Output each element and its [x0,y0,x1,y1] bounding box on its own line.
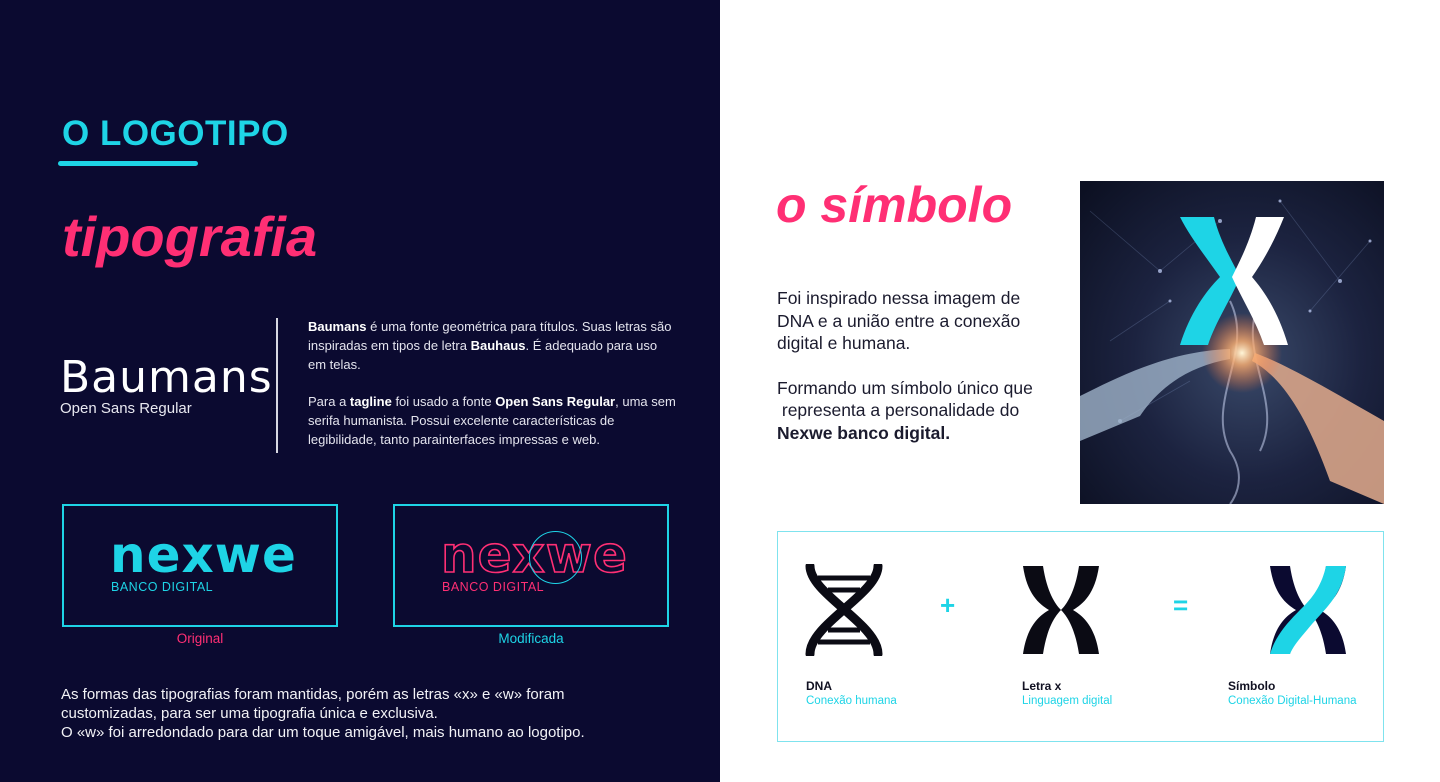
desc-bold: tagline [349,394,392,409]
note-line: O «w» foi arredondado para dar um toque amigável, mais humano ao logotipo. [61,724,585,741]
logo-tagline: BANCO DIGITAL [442,580,545,594]
symbol-title: o símbolo [776,177,1013,233]
section-title: O LOGOTIPO [62,114,289,153]
desc-bold: Baumans [308,319,367,334]
title-underline [58,161,198,166]
intro-line: Formando um símbolo único que [777,377,1033,398]
letter-x-label: Letra x [1022,679,1062,693]
intro-line: DNA e a união entre a conexão [777,310,1021,331]
logo-modified-box [393,504,669,627]
caption-modified: Modificada [498,631,564,646]
logo-tagline: BANCO DIGITAL [111,580,214,594]
divider [276,318,278,453]
letter-x-icon [1021,564,1101,656]
desc-bold: Open Sans Regular [495,394,616,409]
symbol-composition [777,531,1384,742]
tagline-description [308,392,678,449]
font-subtitle: Open Sans Regular [60,400,192,417]
right-panel [720,0,1440,782]
logo-original-box [62,504,338,627]
plus-sign: + [940,590,956,620]
desc-text: é uma fonte geométrica para títulos. Suas letras são inspiradas em tipos de letra [308,319,672,353]
intro-line: Foi inspirado nessa imagem de [777,288,1021,308]
desc-text: Para a [308,394,350,409]
intro-line: representa a personalidade do [777,400,1020,420]
equals-sign: = [1173,590,1189,620]
intro-line: digital e humana. [777,333,911,353]
subtitle: tipografia [62,205,318,268]
letter-x-sublabel: Linguagem digital [1022,695,1113,707]
logo-wordmark: nexwe [110,526,297,584]
note-line: As formas das tipografias foram mantidas, porém as letras «x» e «w» foram [61,686,565,703]
dna-hands-image [1080,181,1384,504]
highlight-circle [529,531,582,584]
intro-paragraph [777,377,1077,445]
nexwe-symbol-icon [1268,564,1348,656]
dna-icon [804,564,884,656]
intro-bold-line: Nexwe banco digital. [777,422,951,443]
dna-hands-illustration [1080,181,1384,504]
symbol-intro [777,287,1077,466]
dna-sublabel: Conexão humana [806,695,897,707]
symbol-sublabel: Conexão Digital-Humana [1228,695,1357,707]
note-line: customizadas, para ser uma tipografia única e exclusiva. [61,705,438,722]
desc-text: foi usado a fonte [391,394,496,409]
dna-label: DNA [806,679,832,693]
logo-wordmark-outline: nexwe [441,526,628,584]
desc-text: , uma sem serifa humanista. Possui excelente características de legibilidade, tanto parainterfaces impressas e web. [308,394,676,447]
caption-original: Original [176,631,224,646]
typography-note [61,685,681,742]
intro-paragraph [777,287,1077,355]
desc-text: . É adequado para uso em telas. [308,338,658,372]
desc-bold: Bauhaus [470,338,526,353]
font-name: Baumans [60,352,273,403]
font-description [308,317,678,374]
symbol-label: Símbolo [1228,679,1276,693]
